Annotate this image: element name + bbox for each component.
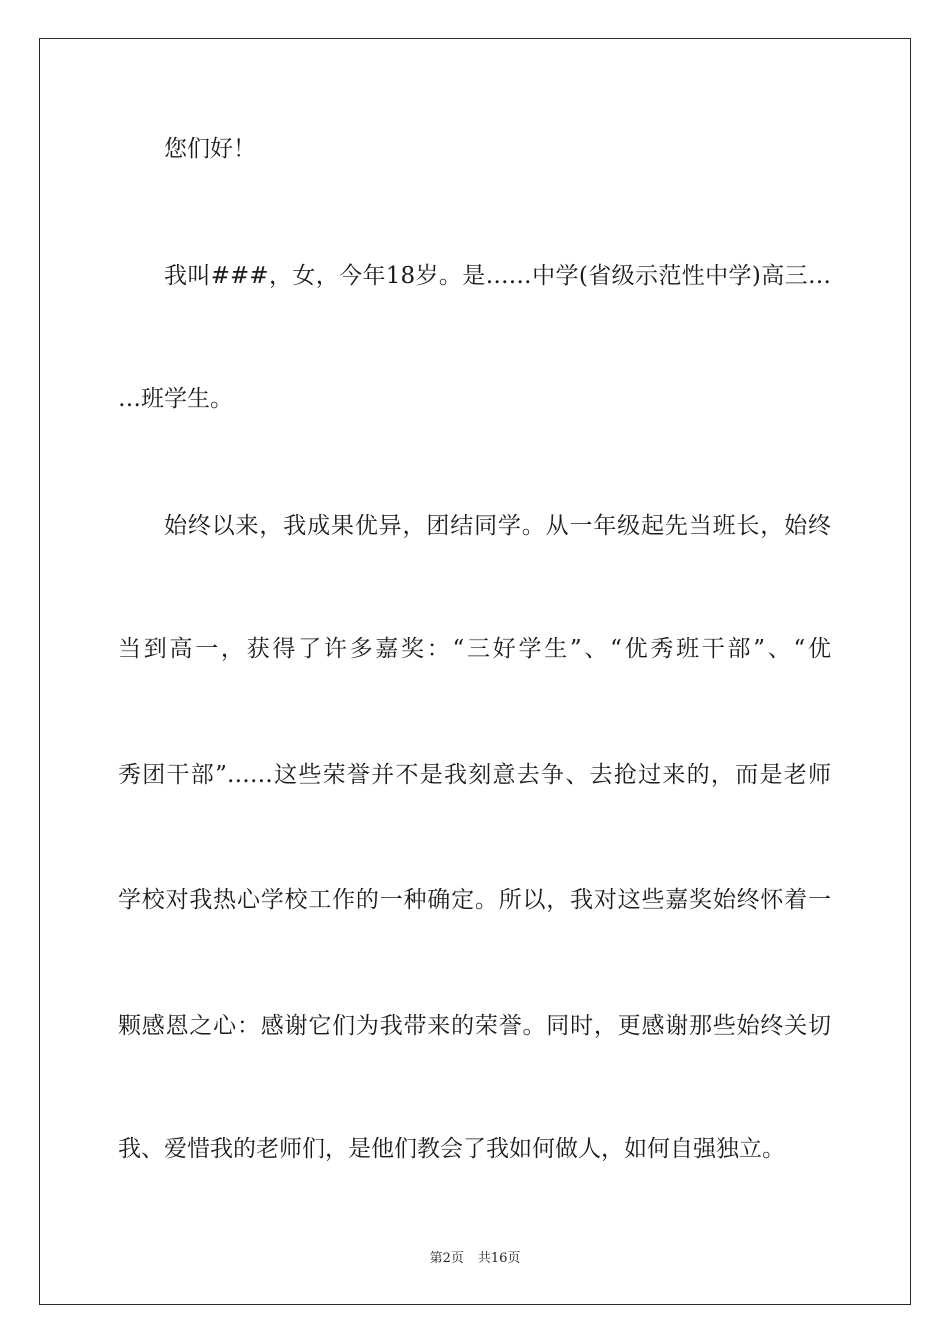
- paragraph-line: 我、爱惜我的老师们，是他们教会了我如何做人，如何自强独立。: [118, 1136, 785, 1162]
- page-footer: [0, 1247, 950, 1266]
- page-border: [39, 38, 911, 1305]
- paragraph-line: 秀团干部”……这些荣誉并不是我刻意去争、去抢过来的，而是老师: [118, 762, 831, 788]
- paragraph-line: 学校对我热心学校工作的一种确定。所以，我对这些嘉奖始终怀着一: [118, 887, 831, 913]
- paragraph-greeting: 您们好！: [164, 136, 256, 162]
- page-total: 共16页: [477, 1251, 521, 1266]
- page-number: 第2页: [429, 1251, 464, 1266]
- paragraph-line: 颗感恩之心：感谢它们为我带来的荣誉。同时，更感谢那些始终关切: [118, 1013, 831, 1039]
- paragraph-line: 当到高一，获得了许多嘉奖：“三好学生”、“优秀班干部”、“优: [118, 636, 831, 662]
- paragraph-line: 我叫###，女，今年18岁。是……中学(省级示范性中学)高三…: [164, 263, 831, 289]
- paragraph-line: 始终以来，我成果优异，团结同学。从一年级起先当班长，始终: [164, 513, 831, 539]
- paragraph-line: …班学生。: [118, 386, 233, 412]
